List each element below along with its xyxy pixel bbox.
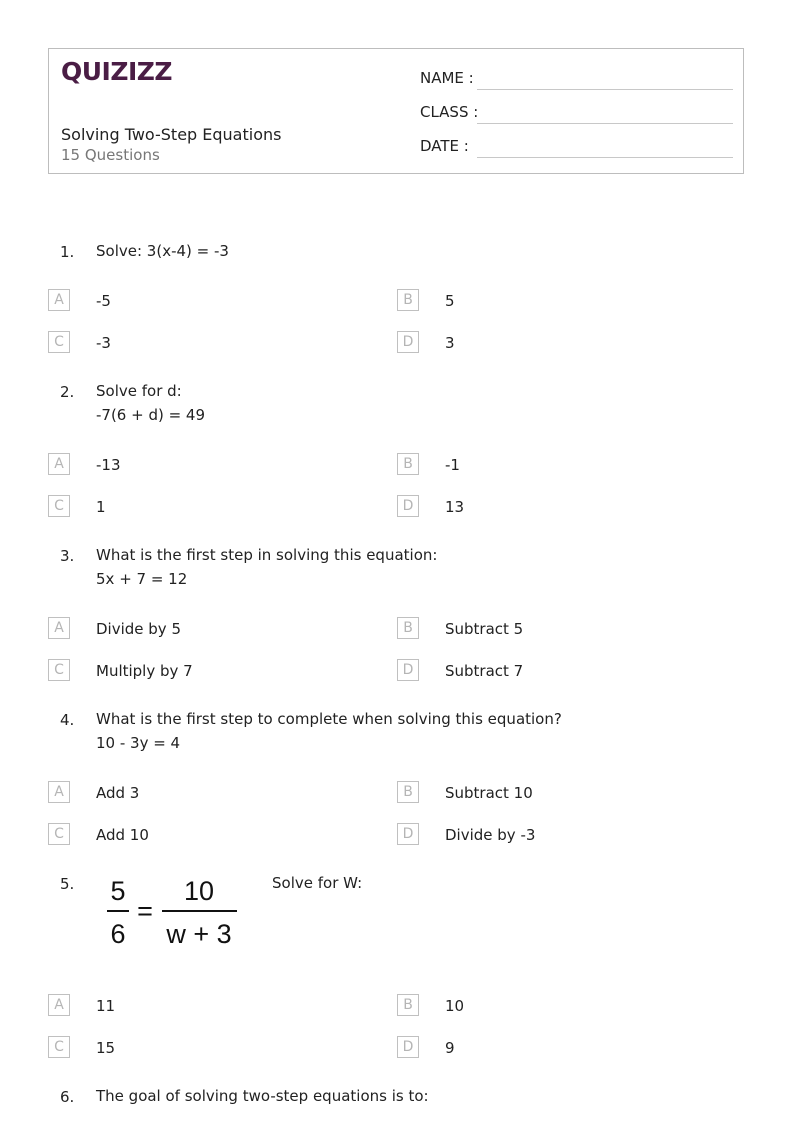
option-b-text: 10 xyxy=(445,997,465,1015)
question-number: 3. xyxy=(60,547,75,565)
date-label: DATE : xyxy=(420,137,469,155)
equation-image xyxy=(102,868,244,954)
option-b-text: 5 xyxy=(445,292,455,310)
option-c-text: Add 10 xyxy=(96,826,149,844)
question-text xyxy=(96,543,437,591)
option-c-text: Multiply by 7 xyxy=(96,662,193,680)
option-a-box[interactable]: A xyxy=(48,781,70,803)
option-a-box[interactable]: A xyxy=(48,453,70,475)
option-a-text: Add 3 xyxy=(96,784,140,802)
option-b-text: Subtract 10 xyxy=(445,784,533,802)
option-c-text: -3 xyxy=(96,334,111,352)
question-count: 15 Questions xyxy=(61,146,160,164)
question-line: Solve for W: xyxy=(272,874,363,892)
quizizz-logo: QUIZIZZ xyxy=(61,57,173,86)
name-label: NAME : xyxy=(420,69,474,87)
option-a-box[interactable]: A xyxy=(48,289,70,311)
option-b-text: -1 xyxy=(445,456,460,474)
equation-right-denominator: w + 3 xyxy=(166,919,232,949)
question-number: 4. xyxy=(60,711,75,729)
option-c-box[interactable]: C xyxy=(48,331,70,353)
question-text xyxy=(272,871,362,895)
question-line: Solve: 3(x-4) = -3 xyxy=(96,242,229,260)
option-b-box[interactable]: B xyxy=(397,994,419,1016)
option-a-box[interactable]: A xyxy=(48,617,70,639)
worksheet-title: Solving Two-Step Equations xyxy=(61,125,282,144)
option-c-box[interactable]: C xyxy=(48,823,70,845)
option-d-box[interactable]: D xyxy=(397,659,419,681)
equation-left-denominator: 6 xyxy=(110,919,126,949)
question-text xyxy=(96,1084,429,1108)
option-c-box[interactable]: C xyxy=(48,659,70,681)
question-number: 1. xyxy=(60,243,75,261)
option-d-text: 13 xyxy=(445,498,465,516)
option-d-box[interactable]: D xyxy=(397,1036,419,1058)
equation-right-numerator: 10 xyxy=(183,876,215,906)
option-d-box[interactable]: D xyxy=(397,823,419,845)
option-d-text: 3 xyxy=(445,334,455,352)
option-d-text: Divide by -3 xyxy=(445,826,536,844)
option-c-box[interactable]: C xyxy=(48,495,70,517)
class-label: CLASS : xyxy=(420,103,479,121)
question-number: 2. xyxy=(60,383,75,401)
option-b-box[interactable]: B xyxy=(397,289,419,311)
option-c-box[interactable]: C xyxy=(48,1036,70,1058)
question-text xyxy=(96,379,205,427)
question-line: What is the first step to complete when solving this equation? xyxy=(96,710,562,728)
option-a-text: Divide by 5 xyxy=(96,620,181,638)
option-d-text: Subtract 7 xyxy=(445,662,524,680)
question-line: 5x + 7 = 12 xyxy=(96,570,188,588)
option-b-box[interactable]: B xyxy=(397,617,419,639)
equals-sign: = xyxy=(137,896,153,926)
option-d-box[interactable]: D xyxy=(397,495,419,517)
option-c-text: 15 xyxy=(96,1039,116,1057)
option-b-text: Subtract 5 xyxy=(445,620,524,638)
question-line: Solve for d: xyxy=(96,382,182,400)
option-a-text: 11 xyxy=(96,997,116,1015)
option-b-box[interactable]: B xyxy=(397,453,419,475)
date-field[interactable] xyxy=(477,157,733,158)
question-text xyxy=(96,239,229,263)
worksheet-header xyxy=(48,48,744,174)
name-field[interactable] xyxy=(477,89,733,90)
option-a-box[interactable]: A xyxy=(48,994,70,1016)
option-a-text: -5 xyxy=(96,292,111,310)
question-line: What is the first step in solving this equation: xyxy=(96,546,438,564)
question-line: 10 - 3y = 4 xyxy=(96,734,181,752)
question-number: 6. xyxy=(60,1088,75,1106)
question-line: -7(6 + d) = 49 xyxy=(96,406,206,424)
equation-left-numerator: 5 xyxy=(110,876,126,906)
option-a-text: -13 xyxy=(96,456,121,474)
question-text xyxy=(96,707,562,755)
option-c-text: 1 xyxy=(96,498,106,516)
option-d-box[interactable]: D xyxy=(397,331,419,353)
question-number: 5. xyxy=(60,875,75,893)
question-line: The goal of solving two-step equations is to: xyxy=(96,1087,429,1105)
class-field[interactable] xyxy=(477,123,733,124)
option-d-text: 9 xyxy=(445,1039,455,1057)
option-b-box[interactable]: B xyxy=(397,781,419,803)
